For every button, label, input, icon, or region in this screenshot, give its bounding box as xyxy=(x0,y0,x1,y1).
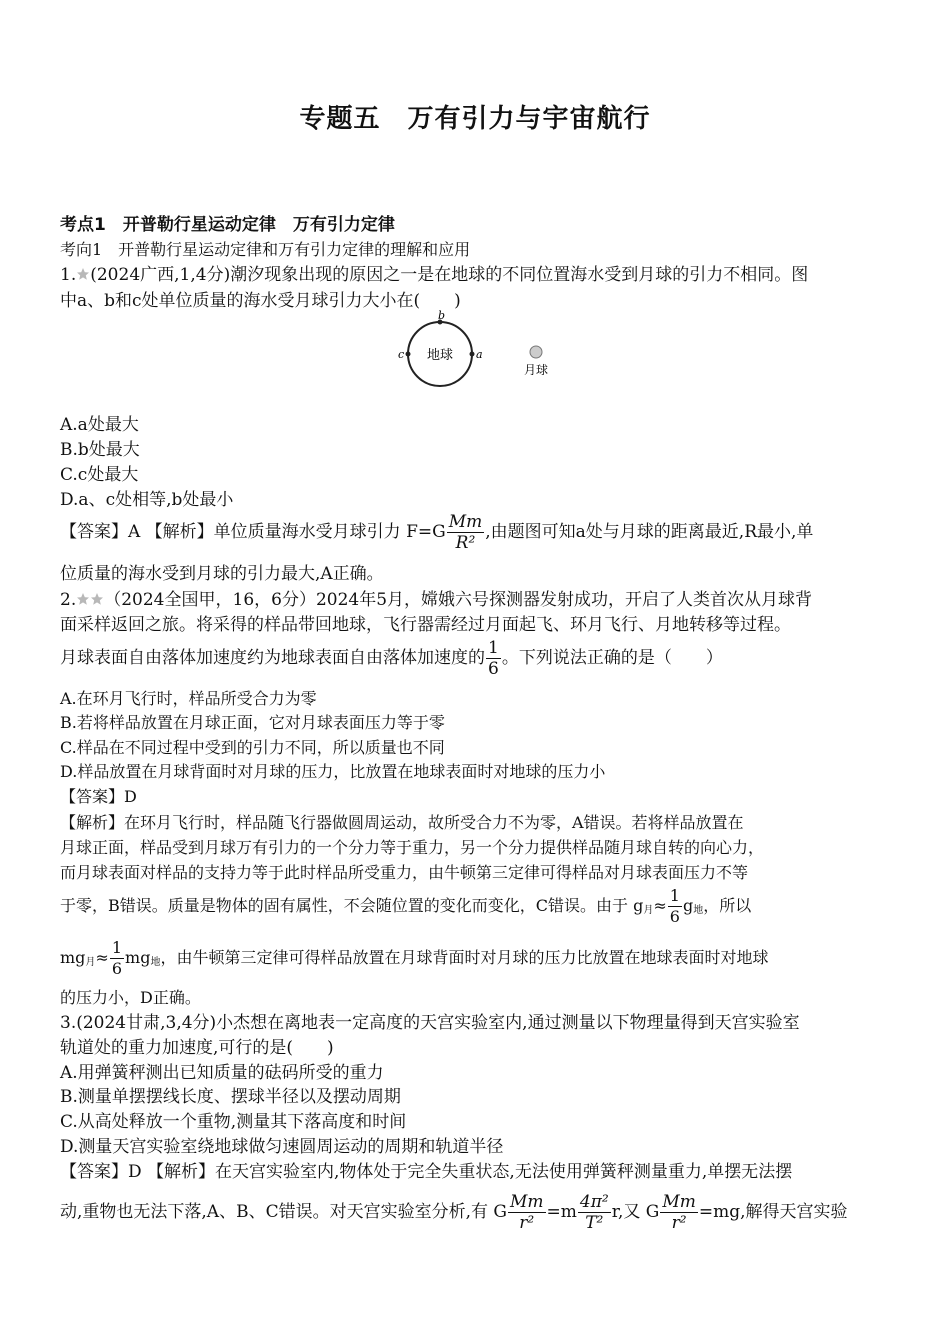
q2-exp-fraction xyxy=(110,938,124,979)
q2-answer: 【答案】D xyxy=(60,787,137,806)
star-icon xyxy=(76,264,90,278)
q3-fraction-3 xyxy=(660,1192,698,1233)
q2-explanation-line5 xyxy=(60,936,895,985)
earth-label: 地球 xyxy=(426,348,454,363)
fraction-numerator: Mm xyxy=(509,1192,544,1212)
mg-symbol: mg xyxy=(125,948,151,967)
q1-answer-line2: 位质量的海水受到月球的引力最大,A正确。 xyxy=(60,564,384,584)
g-symbol: g xyxy=(682,896,694,915)
q3-option-a: A.用弹簧秤测出已知质量的砝码所受的重力 xyxy=(60,1063,384,1083)
star-icon xyxy=(76,589,90,603)
q3-stem-line1: 3.(2024甘肃,3,4分)小杰想在离地表一定高度的天宫实验室内,通过测量以下物理量得到天宫实验室 xyxy=(60,1013,800,1033)
point-c-label: c xyxy=(398,348,405,361)
page-title: 专题五 万有引力与宇宙航行 xyxy=(299,104,651,134)
q1-answer-line1 xyxy=(60,510,895,554)
q2-option-c: C.样品在不同过程中受到的引力不同，所以质量也不同 xyxy=(60,738,445,757)
fraction-denominator: T² xyxy=(585,1213,604,1233)
fraction-denominator: 6 xyxy=(488,659,499,679)
star-icon xyxy=(90,589,104,603)
q1-stem-line1: 1. (2024广西,1,4分)潮汐现象出现的原因之一是在地球的不同位置海水受到月球的引力不相同。图 xyxy=(60,265,809,285)
mg-symbol: mg xyxy=(60,948,86,967)
q2-exp5-post: ，由牛顿第三定律可得样品放置在月球背面时对月球的压力比放置在地球表面时对地球 xyxy=(160,948,769,967)
q3-fraction-2 xyxy=(578,1192,611,1233)
fraction-numerator: Mm xyxy=(448,512,483,532)
q3-answer-line1: 【答案】D 【解析】在天宫实验室内,物体处于完全失重状态,无法使用弹簧秤测量重力,单摆无法摆 xyxy=(60,1162,793,1182)
q1-stem-line2: 中a、b和c处单位质量的海水受月球引力大小在( ) xyxy=(60,291,461,311)
q3-option-d: D.测量天宫实验室绕地球做匀速圆周运动的周期和轨道半径 xyxy=(60,1137,504,1157)
moon-label: 月球 xyxy=(523,363,549,377)
fraction-denominator: 6 xyxy=(111,959,123,978)
q3-fraction-1 xyxy=(508,1192,546,1233)
q1-option-d: D.a、c处相等,b处最小 xyxy=(60,490,234,510)
q3-answer-line2-pre: 动,重物也无法下落,A、B、C错误。对天宫实验室分析,有 G xyxy=(60,1202,507,1222)
q1-stem-text: (2024广西,1,4分)潮汐现象出现的原因之一是在地球的不同位置海水受到月球的引力不相同。图 xyxy=(90,265,809,285)
q1-option-a: A.a处最大 xyxy=(60,415,139,435)
q3-option-c: C.从高处释放一个重物,测量其下落高度和时间 xyxy=(60,1112,407,1132)
r-and-g: r,又 G xyxy=(611,1202,660,1222)
fraction-numerator: 1 xyxy=(488,638,499,658)
q2-explanation-line2: 月球正面，样品受到月球万有引力的一个分力等于重力，另一个分力提供样品随月球自转的向心力， xyxy=(60,838,765,857)
point-a-label: a xyxy=(476,348,483,361)
fraction-denominator: r² xyxy=(519,1213,535,1233)
q3-answer-line2 xyxy=(60,1190,895,1234)
fraction-numerator: Mm xyxy=(662,1192,696,1212)
subscript-earth: 地 xyxy=(693,905,704,916)
equals-m: =m xyxy=(546,1202,577,1222)
q2-explanation-line1: 【解析】在环月飞行时，样品随飞行器做圆周运动，故所受合力不为零，A错误。若将样品放置在 xyxy=(60,813,744,832)
subscript-moon: 月 xyxy=(85,957,96,968)
q2-stem-line3 xyxy=(60,636,895,680)
q2-fraction-one-sixth xyxy=(486,638,501,679)
q2-explanation-line3: 而月球表面对样品的支持力等于此时样品所受重力，由牛顿第三定律可得样品对月球表面压力不等 xyxy=(60,863,749,882)
subsection-heading: 考向1 开普勒行星运动定律和万有引力定律的理解和应用 xyxy=(60,240,471,259)
q1-option-b: B.b处最大 xyxy=(60,440,140,460)
q2-stem-line3-post: 。下列说法正确的是（ ） xyxy=(501,648,723,668)
q2-exp4-pre: 于零，B错误。质量是物体的固有属性，不会随位置的变化而变化，C错误。由于 g xyxy=(60,896,644,915)
fraction-denominator: r² xyxy=(671,1213,687,1233)
q2-stem-line2: 面采样返回之旅。将采得的样品带回地球，飞行器需经过月面起飞、环月飞行、月地转移等过程。 xyxy=(60,615,791,635)
earth-moon-diagram xyxy=(396,308,556,400)
q2-explanation-line4 xyxy=(60,884,895,933)
q2-exp4-post: ，所以 xyxy=(703,896,752,915)
fraction-numerator: 1 xyxy=(111,938,123,957)
approx-sign: ≈ xyxy=(653,896,667,915)
q2-option-a: A.在环月飞行时，样品所受合力为零 xyxy=(60,689,317,708)
subscript-moon: 月 xyxy=(643,905,654,916)
q2-stem-line3-pre: 月球表面自由落体加速度约为地球表面自由落体加速度的 xyxy=(60,648,485,668)
fraction-denominator: R² xyxy=(455,533,476,553)
section-heading: 考点1 开普勒行星运动定律 万有引力定律 xyxy=(60,215,395,235)
q2-explanation-line6: 的压力小，D正确。 xyxy=(60,988,201,1007)
q2-stem-text: （2024全国甲，16，6分）2024年5月，嫦娥六号探测器发射成功，开启了人类首次从月球背 xyxy=(104,590,813,610)
fraction-numerator: 4π² xyxy=(579,1192,609,1212)
q3-stem-line2: 轨道处的重力加速度,可行的是( ) xyxy=(60,1038,334,1058)
fraction-denominator: 6 xyxy=(669,907,680,926)
q1-formula-fraction xyxy=(447,512,485,553)
q2-exp-fraction xyxy=(668,886,682,927)
approx-sign: ≈ xyxy=(95,948,109,967)
q3-option-b: B.测量单摆摆线长度、摆球半径以及摆动周期 xyxy=(60,1087,401,1107)
q2-stem-line1 xyxy=(60,588,895,612)
point-b-label: b xyxy=(438,309,446,322)
subscript-earth: 地 xyxy=(150,957,161,968)
q2-option-b: B.若将样品放置在月球正面，它对月球表面压力等于零 xyxy=(60,713,445,732)
q1-answer-pre: 【答案】A 【解析】单位质量海水受月球引力 F=G xyxy=(60,522,446,542)
q1-option-c: C.c处最大 xyxy=(60,465,139,485)
q2-number: 2. xyxy=(60,590,77,610)
q1-answer-post: ,由题图可知a处与月球的距离最近,R最小,单 xyxy=(485,522,814,542)
fraction-numerator: 1 xyxy=(669,886,680,905)
q2-option-d: D.样品放置在月球背面时对月球的压力，比放置在地球表面时对地球的压力小 xyxy=(60,762,606,781)
q3-answer-line2-post: =mg,解得天宫实验 xyxy=(698,1202,848,1222)
